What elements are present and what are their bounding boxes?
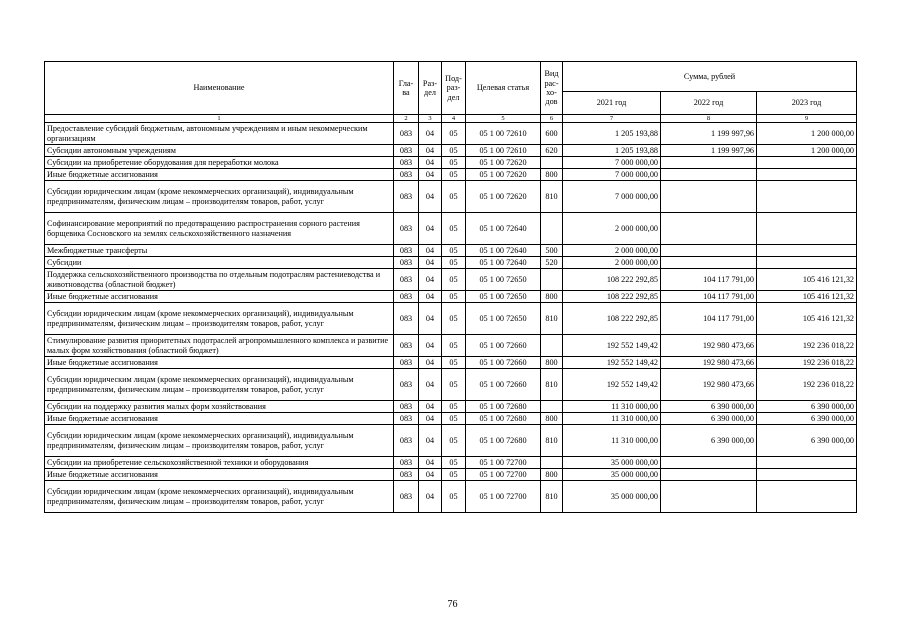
row-sum-2023-cell (757, 469, 857, 481)
row-glava-cell: 083 (394, 157, 419, 169)
row-sum-2022-cell (661, 457, 757, 469)
row-sum-2022-cell (661, 245, 757, 257)
row-glava-cell: 083 (394, 469, 419, 481)
row-sum-2022-cell (661, 213, 757, 245)
row-vid-cell: 810 (541, 181, 563, 213)
row-razdel-cell: 04 (419, 123, 442, 145)
row-sum-2021-cell: 108 222 292,85 (563, 291, 661, 303)
row-sum-2021-cell: 11 310 000,00 (563, 401, 661, 413)
row-sum-2023-cell: 1 200 000,00 (757, 123, 857, 145)
row-sum-2023-cell (757, 481, 857, 513)
table-row (45, 245, 857, 257)
row-name-cell: Субсидии на приобретение оборудования для переработки молока (45, 157, 394, 169)
row-razdel-cell: 04 (419, 245, 442, 257)
row-target-cell: 05 1 00 72620 (466, 181, 541, 213)
row-target-cell: 05 1 00 72680 (466, 413, 541, 425)
row-vid-cell: 810 (541, 303, 563, 335)
row-podrazdel-cell: 05 (442, 335, 466, 357)
row-podrazdel-cell: 05 (442, 425, 466, 457)
row-vid-cell: 800 (541, 357, 563, 369)
row-sum-2023-cell: 1 200 000,00 (757, 145, 857, 157)
table-row (45, 401, 857, 413)
row-razdel-cell: 04 (419, 213, 442, 245)
row-glava-cell: 083 (394, 257, 419, 269)
row-target-cell: 05 1 00 72700 (466, 457, 541, 469)
table-row (45, 181, 857, 213)
row-glava-cell: 083 (394, 213, 419, 245)
row-sum-2022-cell: 6 390 000,00 (661, 413, 757, 425)
row-razdel-cell: 04 (419, 335, 442, 357)
row-sum-2023-cell (757, 257, 857, 269)
row-sum-2023-cell: 192 236 018,22 (757, 335, 857, 357)
row-razdel-cell: 04 (419, 291, 442, 303)
row-sum-2023-cell: 6 390 000,00 (757, 401, 857, 413)
row-razdel-cell: 04 (419, 303, 442, 335)
row-target-cell: 05 1 00 72660 (466, 357, 541, 369)
row-name-cell: Иные бюджетные ассигнования (45, 291, 394, 303)
row-glava-cell: 083 (394, 145, 419, 157)
row-glava-cell: 083 (394, 269, 419, 291)
row-sum-2022-cell: 192 980 473,66 (661, 357, 757, 369)
row-name-cell: Субсидии юридическим лицам (кроме некоммерческих организаций), индивидуальным предпринимателям, физическим лицам – производителям товаров, работ, услуг (45, 369, 394, 401)
row-sum-2022-cell: 192 980 473,66 (661, 369, 757, 401)
row-podrazdel-cell: 05 (442, 257, 466, 269)
row-vid-cell (541, 335, 563, 357)
row-sum-2022-cell: 104 117 791,00 (661, 269, 757, 291)
row-target-cell: 05 1 00 72680 (466, 425, 541, 457)
page-number: 76 (447, 599, 458, 610)
row-sum-2021-cell: 11 310 000,00 (563, 413, 661, 425)
row-sum-2021-cell: 11 310 000,00 (563, 425, 661, 457)
row-podrazdel-cell: 05 (442, 369, 466, 401)
row-vid-cell: 810 (541, 369, 563, 401)
row-vid-cell: 620 (541, 145, 563, 157)
table-row (45, 157, 857, 169)
header-podrazdel: Под-раз-дел (442, 62, 466, 115)
row-sum-2022-cell (661, 469, 757, 481)
row-glava-cell: 083 (394, 481, 419, 513)
row-sum-2022-cell: 1 199 997,96 (661, 123, 757, 145)
row-target-cell: 05 1 00 72640 (466, 245, 541, 257)
row-razdel-cell: 04 (419, 369, 442, 401)
row-target-cell: 05 1 00 72640 (466, 213, 541, 245)
table-row (45, 257, 857, 269)
table-row (45, 269, 857, 291)
row-razdel-cell: 04 (419, 357, 442, 369)
row-sum-2023-cell: 192 236 018,22 (757, 357, 857, 369)
row-sum-2021-cell: 1 205 193,88 (563, 145, 661, 157)
row-sum-2022-cell (661, 169, 757, 181)
row-name-cell: Субсидии юридическим лицам (кроме некоммерческих организаций), индивидуальным предпринимателям, физическим лицам – производителям товаров, работ, услуг (45, 481, 394, 513)
row-podrazdel-cell: 05 (442, 245, 466, 257)
row-vid-cell (541, 401, 563, 413)
row-podrazdel-cell: 05 (442, 213, 466, 245)
row-sum-2021-cell: 192 552 149,42 (563, 335, 661, 357)
row-sum-2023-cell: 105 416 121,32 (757, 303, 857, 335)
row-target-cell: 05 1 00 72610 (466, 123, 541, 145)
row-sum-2021-cell: 192 552 149,42 (563, 357, 661, 369)
row-name-cell: Субсидии на поддержку развития малых форм хозяйствования (45, 401, 394, 413)
row-glava-cell: 083 (394, 303, 419, 335)
header-year-2021: 2021 год (563, 92, 661, 115)
row-sum-2021-cell: 2 000 000,00 (563, 213, 661, 245)
row-sum-2023-cell: 105 416 121,32 (757, 269, 857, 291)
row-razdel-cell: 04 (419, 269, 442, 291)
table-row (45, 413, 857, 425)
header-sum: Сумма, рублей (563, 62, 857, 92)
row-target-cell: 05 1 00 72620 (466, 169, 541, 181)
row-vid-cell (541, 213, 563, 245)
row-glava-cell: 083 (394, 413, 419, 425)
row-target-cell: 05 1 00 72680 (466, 401, 541, 413)
row-sum-2022-cell: 6 390 000,00 (661, 425, 757, 457)
row-name-cell: Субсидии (45, 257, 394, 269)
header-razdel: Раз-дел (419, 62, 442, 115)
header-vid: Вид рас-хо-дов (541, 62, 563, 115)
row-glava-cell: 083 (394, 401, 419, 413)
row-razdel-cell: 04 (419, 181, 442, 213)
row-glava-cell: 083 (394, 457, 419, 469)
row-razdel-cell: 04 (419, 469, 442, 481)
row-name-cell: Субсидии юридическим лицам (кроме некоммерческих организаций), индивидуальным предпринимателям, физическим лицам – производителям товаров, работ, услуг (45, 303, 394, 335)
row-name-cell: Межбюджетные трансферты (45, 245, 394, 257)
row-name-cell: Стимулирование развития приоритетных подотраслей агропромышленного комплекса и развитие малых форм хозяйствования (областной бюджет) (45, 335, 394, 357)
row-sum-2023-cell (757, 169, 857, 181)
row-sum-2021-cell: 2 000 000,00 (563, 245, 661, 257)
header-year-2023: 2023 год (757, 92, 857, 115)
row-target-cell: 05 1 00 72610 (466, 145, 541, 157)
row-sum-2022-cell: 104 117 791,00 (661, 291, 757, 303)
row-vid-cell: 800 (541, 413, 563, 425)
column-index-cell: 5 (466, 115, 541, 123)
table-row (45, 457, 857, 469)
table-row (45, 213, 857, 245)
row-sum-2022-cell: 104 117 791,00 (661, 303, 757, 335)
row-glava-cell: 083 (394, 291, 419, 303)
row-razdel-cell: 04 (419, 425, 442, 457)
row-glava-cell: 083 (394, 369, 419, 401)
row-glava-cell: 083 (394, 181, 419, 213)
table-row (45, 469, 857, 481)
row-razdel-cell: 04 (419, 145, 442, 157)
row-glava-cell: 083 (394, 245, 419, 257)
header-year-2022: 2022 год (661, 92, 757, 115)
row-sum-2023-cell: 105 416 121,32 (757, 291, 857, 303)
row-glava-cell: 083 (394, 123, 419, 145)
table-row (45, 369, 857, 401)
row-podrazdel-cell: 05 (442, 291, 466, 303)
row-vid-cell: 520 (541, 257, 563, 269)
row-sum-2023-cell: 6 390 000,00 (757, 413, 857, 425)
row-sum-2023-cell (757, 457, 857, 469)
row-target-cell: 05 1 00 72650 (466, 303, 541, 335)
row-podrazdel-cell: 05 (442, 157, 466, 169)
row-sum-2021-cell: 108 222 292,85 (563, 269, 661, 291)
row-podrazdel-cell: 05 (442, 169, 466, 181)
table-body (45, 123, 857, 513)
row-sum-2023-cell (757, 213, 857, 245)
row-podrazdel-cell: 05 (442, 145, 466, 157)
column-index-cell: 6 (541, 115, 563, 123)
row-podrazdel-cell: 05 (442, 401, 466, 413)
row-sum-2022-cell (661, 481, 757, 513)
table-row (45, 291, 857, 303)
row-name-cell: Софинансирование мероприятий по предотвращению распространения сорного растения борщевика Сосновского на землях сельскохозяйственного назначения (45, 213, 394, 245)
row-podrazdel-cell: 05 (442, 457, 466, 469)
row-razdel-cell: 04 (419, 169, 442, 181)
row-sum-2023-cell: 6 390 000,00 (757, 425, 857, 457)
row-sum-2022-cell (661, 181, 757, 213)
row-target-cell: 05 1 00 72700 (466, 469, 541, 481)
row-razdel-cell: 04 (419, 157, 442, 169)
row-target-cell: 05 1 00 72700 (466, 481, 541, 513)
row-target-cell: 05 1 00 72650 (466, 291, 541, 303)
table-row (45, 357, 857, 369)
row-sum-2023-cell (757, 245, 857, 257)
row-name-cell: Субсидии юридическим лицам (кроме некоммерческих организаций), индивидуальным предпринимателям, физическим лицам – производителям товаров, работ, услуг (45, 425, 394, 457)
row-vid-cell (541, 157, 563, 169)
row-target-cell: 05 1 00 72620 (466, 157, 541, 169)
row-sum-2022-cell (661, 157, 757, 169)
row-vid-cell (541, 457, 563, 469)
row-glava-cell: 083 (394, 169, 419, 181)
column-index-cell: 4 (442, 115, 466, 123)
row-name-cell: Иные бюджетные ассигнования (45, 169, 394, 181)
row-target-cell: 05 1 00 72640 (466, 257, 541, 269)
row-podrazdel-cell: 05 (442, 357, 466, 369)
row-name-cell: Иные бюджетные ассигнования (45, 357, 394, 369)
row-sum-2021-cell: 108 222 292,85 (563, 303, 661, 335)
column-index-cell: 8 (661, 115, 757, 123)
row-razdel-cell: 04 (419, 413, 442, 425)
row-vid-cell: 800 (541, 169, 563, 181)
row-sum-2021-cell: 35 000 000,00 (563, 469, 661, 481)
row-podrazdel-cell: 05 (442, 481, 466, 513)
row-sum-2022-cell: 6 390 000,00 (661, 401, 757, 413)
row-sum-2021-cell: 35 000 000,00 (563, 457, 661, 469)
row-name-cell: Субсидии юридическим лицам (кроме некоммерческих организаций), индивидуальным предпринимателям, физическим лицам – производителям товаров, работ, услуг (45, 181, 394, 213)
row-target-cell: 05 1 00 72660 (466, 335, 541, 357)
row-name-cell: Поддержка сельскохозяйственного производства по отдельным подотраслям растениеводства и животноводства (областной бюджет) (45, 269, 394, 291)
column-index-cell: 9 (757, 115, 857, 123)
row-podrazdel-cell: 05 (442, 413, 466, 425)
row-sum-2022-cell: 192 980 473,66 (661, 335, 757, 357)
column-index-cell: 3 (419, 115, 442, 123)
header-glava: Гла-ва (394, 62, 419, 115)
row-name-cell: Субсидии на приобретение сельскохозяйственной техники и оборудования (45, 457, 394, 469)
column-index-cell: 2 (394, 115, 419, 123)
row-vid-cell: 500 (541, 245, 563, 257)
table-row (45, 169, 857, 181)
row-sum-2021-cell: 192 552 149,42 (563, 369, 661, 401)
row-sum-2021-cell: 2 000 000,00 (563, 257, 661, 269)
row-sum-2023-cell (757, 181, 857, 213)
row-sum-2022-cell (661, 257, 757, 269)
column-index-cell: 7 (563, 115, 661, 123)
row-podrazdel-cell: 05 (442, 303, 466, 335)
row-vid-cell: 800 (541, 469, 563, 481)
row-sum-2021-cell: 7 000 000,00 (563, 169, 661, 181)
budget-table (44, 61, 857, 513)
row-sum-2021-cell: 35 000 000,00 (563, 481, 661, 513)
row-name-cell: Предоставление субсидий бюджетным, автономным учреждениям и иным некоммерческим организациям (45, 123, 394, 145)
row-name-cell: Субсидии автономным учреждениям (45, 145, 394, 157)
row-vid-cell: 800 (541, 291, 563, 303)
table-row (45, 123, 857, 145)
row-glava-cell: 083 (394, 357, 419, 369)
row-razdel-cell: 04 (419, 401, 442, 413)
row-sum-2023-cell (757, 157, 857, 169)
table-row (45, 303, 857, 335)
table-row (45, 481, 857, 513)
row-vid-cell: 810 (541, 425, 563, 457)
row-sum-2023-cell: 192 236 018,22 (757, 369, 857, 401)
row-vid-cell: 810 (541, 481, 563, 513)
row-glava-cell: 083 (394, 425, 419, 457)
row-vid-cell (541, 269, 563, 291)
row-podrazdel-cell: 05 (442, 469, 466, 481)
row-podrazdel-cell: 05 (442, 269, 466, 291)
row-sum-2022-cell: 1 199 997,96 (661, 145, 757, 157)
row-razdel-cell: 04 (419, 457, 442, 469)
header-name: Наименование (45, 62, 394, 115)
row-sum-2021-cell: 7 000 000,00 (563, 181, 661, 213)
row-name-cell: Иные бюджетные ассигнования (45, 413, 394, 425)
table-row (45, 425, 857, 457)
column-index-cell: 1 (45, 115, 394, 123)
row-podrazdel-cell: 05 (442, 123, 466, 145)
row-target-cell: 05 1 00 72650 (466, 269, 541, 291)
row-name-cell: Иные бюджетные ассигнования (45, 469, 394, 481)
row-sum-2021-cell: 7 000 000,00 (563, 157, 661, 169)
header-target: Целевая статья (466, 62, 541, 115)
row-target-cell: 05 1 00 72660 (466, 369, 541, 401)
row-razdel-cell: 04 (419, 481, 442, 513)
row-razdel-cell: 04 (419, 257, 442, 269)
row-podrazdel-cell: 05 (442, 181, 466, 213)
table-row (45, 145, 857, 157)
row-glava-cell: 083 (394, 335, 419, 357)
row-vid-cell: 600 (541, 123, 563, 145)
row-sum-2021-cell: 1 205 193,88 (563, 123, 661, 145)
table-row (45, 335, 857, 357)
column-index-row (45, 115, 857, 123)
